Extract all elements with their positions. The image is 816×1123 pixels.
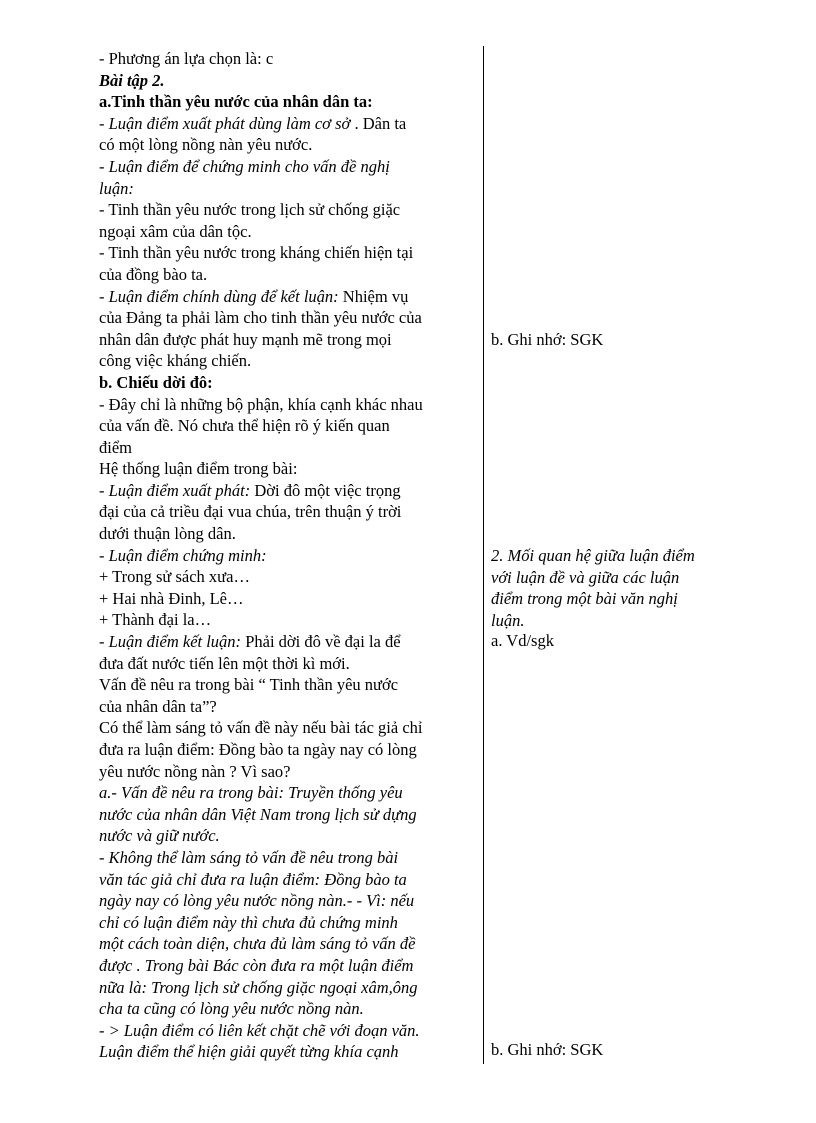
list-item: + Hai nhà Đinh, Lê… <box>99 588 244 608</box>
section-2-heading: với luận đề và giữa các luận <box>491 567 680 587</box>
text-line: của Đảng ta phải làm cho tinh thần yêu nước của <box>99 308 422 328</box>
text-line: luận: <box>99 178 134 198</box>
text-line <box>99 631 479 653</box>
answer-line: nước của nhân dân Việt Nam trong lịch sử dựng <box>99 804 417 824</box>
answer-choice: - Phương án lựa chọn là: c <box>99 49 274 68</box>
column-divider <box>483 46 484 1064</box>
term-label: - Luận điểm kết luận: <box>99 632 242 652</box>
text-line: - Đây chỉ là những bộ phận, khía cạnh khác nhau <box>99 394 423 414</box>
answer-line: một cách toàn diện, chưa đủ làm sáng tỏ vấn đề <box>99 934 416 954</box>
question-line: Vấn đề nêu ra trong bài “ Tinh thần yêu nước <box>99 675 399 695</box>
text-line: của vấn đề. Nó chưa thể hiện rõ ý kiến quan <box>99 416 390 436</box>
answer-line: Luận điểm thể hiện giải quyết từng khía cạnh <box>99 1042 399 1062</box>
answer-line: chỉ có luận điểm này thì chưa đủ chứng minh <box>99 912 398 932</box>
answer-line: văn tác giả chỉ đưa ra luận điểm: Đồng bào ta <box>99 869 407 889</box>
answer-line: - > Luận điểm có liên kết chặt chẽ với đoạn văn. <box>99 1020 420 1040</box>
text-line: đưa đất nước tiến lên một thời kì mới. <box>99 653 350 673</box>
list-item: + Trong sử sách xưa… <box>99 567 250 587</box>
term-label: - Luận điểm xuất phát: <box>99 480 251 500</box>
ghi-nho-note: b. Ghi nhớ: SGK <box>491 1040 604 1059</box>
answer-line: cha ta cũng có lòng yêu nước nồng nàn. <box>99 999 364 1019</box>
answer-line: ngày nay có lòng yêu nước nồng nàn.- - Vì: nếu <box>99 891 415 911</box>
exercise-heading: Bài tập 2. <box>99 70 165 90</box>
text-span: Phải dời đô về đại la để <box>241 632 401 652</box>
text-line: - Tinh thần yêu nước trong lịch sử chống giặc <box>99 200 401 220</box>
answer-line: nữa là: Trong lịch sử chống giặc ngoại xâm,ông <box>99 977 418 997</box>
text-line: điểm <box>99 437 132 457</box>
text-line: của đồng bào ta. <box>99 264 208 284</box>
term-label: - Luận điểm chính dùng để kết luận: <box>99 286 339 306</box>
text-line <box>99 113 479 135</box>
text-line: nhân dân được phát huy mạnh mẽ trong mọi <box>99 329 392 349</box>
question-line: của nhân dân ta”? <box>99 696 217 716</box>
question-line: đưa ra luận điểm: Đồng bào ta ngày nay có lòng <box>99 740 417 759</box>
question-line: yêu nước nồng nàn ? Vì sao? <box>99 761 291 781</box>
text-line <box>99 286 479 308</box>
answer-line: nước và giữ nước. <box>99 826 220 846</box>
section-2-heading: luận. <box>491 610 525 630</box>
text-line: - Luận điểm chứng minh: <box>99 545 267 565</box>
text-line: - Tinh thần yêu nước trong kháng chiến hiện tại <box>99 243 414 263</box>
text-line: dưới thuận lòng dân. <box>99 524 236 544</box>
answer-line: a.- Vấn đề nêu ra trong bài: Truyền thống yêu <box>99 783 403 803</box>
left-column <box>99 48 479 1063</box>
text-line: có một lòng nồng nàn yêu nước. <box>99 135 313 155</box>
section-b-heading: b. Chiếu dời đô: <box>99 372 213 392</box>
text-line: công việc kháng chiến. <box>99 351 252 371</box>
ghi-nho-note: b. Ghi nhớ: SGK <box>491 330 604 349</box>
text-span: . Dân ta <box>350 113 407 133</box>
text-span: Dời đô một việc trọng <box>250 480 401 500</box>
section-2-heading: 2. Mối quan hệ giữa luận điểm <box>491 546 695 565</box>
text-line <box>99 480 479 502</box>
term-label: - Luận điểm xuất phát dùng làm cơ sở <box>99 113 351 133</box>
text-line: Hệ thống luận điểm trong bài: <box>99 459 298 479</box>
answer-line: được . Trong bài Bác còn đưa ra một luận điểm <box>99 955 414 975</box>
text-line: - Luận điểm để chứng minh cho vấn đề nghị <box>99 156 390 176</box>
section-a-heading: a.Tinh thần yêu nước của nhân dân ta: <box>99 92 373 112</box>
list-item: + Thành đại la… <box>99 610 212 630</box>
text-line: ngoại xâm của dân tộc. <box>99 221 252 241</box>
text-line: đại của cả triều đại vua chúa, trên thuận ý trời <box>99 502 402 522</box>
question-line: Có thể làm sáng tỏ vấn đề này nếu bài tác giả chỉ <box>99 718 423 738</box>
section-2-heading: điểm trong một bài văn nghị <box>491 589 678 609</box>
example-note: a. Vd/sgk <box>491 631 554 650</box>
answer-line: - Không thể làm sáng tỏ vấn đề nêu trong bài <box>99 847 399 867</box>
text-span: Nhiệm vụ <box>338 286 409 306</box>
